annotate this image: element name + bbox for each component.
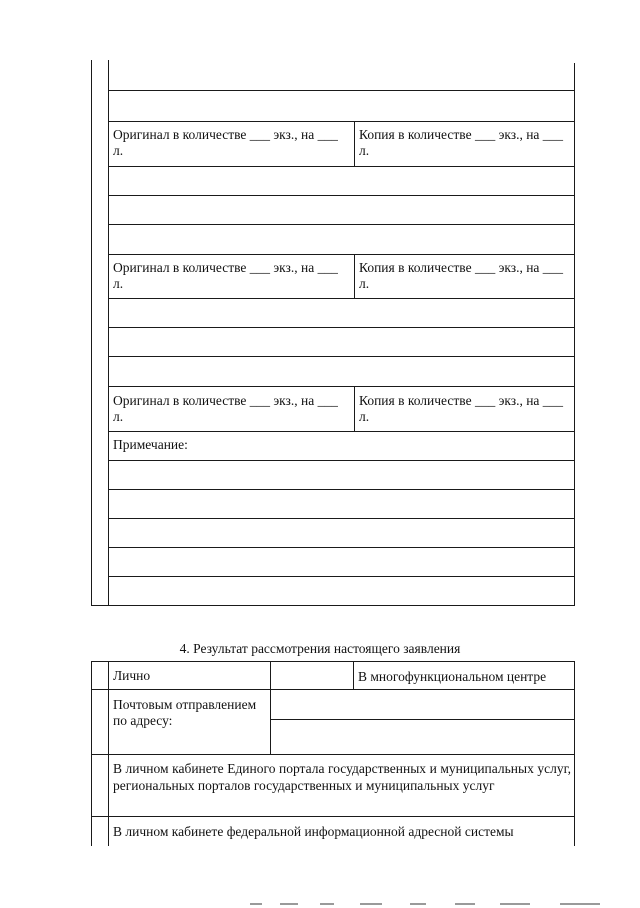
row-rule xyxy=(91,689,575,690)
cell-divider xyxy=(270,661,271,754)
original-count-cell: Оригинал в количестве ___ экз., на ___ л. xyxy=(113,127,338,158)
copy-count-cell: Копия в количестве ___ экз., на ___ л. xyxy=(359,260,564,291)
row-rule xyxy=(108,121,575,122)
row-rule xyxy=(108,195,575,196)
note-label: Примечание: xyxy=(113,437,188,452)
table-border-top xyxy=(91,661,575,662)
original-count-cell: Оригинал в количестве ___ экз., на ___ л. xyxy=(113,393,338,424)
row-rule xyxy=(108,254,575,255)
option-portal: В личном кабинете Единого портала государственных и муниципальных услуг, региональных порталов государственных и муниципальных услуг xyxy=(113,761,571,793)
row-rule xyxy=(108,547,575,548)
table-border-right xyxy=(574,63,575,605)
row-rule xyxy=(108,518,575,519)
table-border-left-inner xyxy=(108,60,109,605)
row-rule xyxy=(108,431,575,432)
cell-divider xyxy=(353,661,354,689)
option-mfc: В многофункциональном центре xyxy=(358,669,547,684)
row-rule xyxy=(108,356,575,357)
row-rule xyxy=(108,298,575,299)
option-personally: Лично xyxy=(113,668,151,683)
row-rule xyxy=(108,327,575,328)
cell-divider xyxy=(354,254,355,298)
copy-count-cell: Копия в количестве ___ экз., на ___ л. xyxy=(359,393,564,424)
row-rule xyxy=(108,489,575,490)
row-rule xyxy=(108,460,575,461)
scan-artifact-strip xyxy=(0,900,640,908)
cell-divider xyxy=(354,386,355,431)
section-4-title: 4. Результат рассмотрения настоящего заявления xyxy=(179,641,461,656)
row-rule xyxy=(91,816,575,817)
table-border-bottom xyxy=(91,605,575,606)
original-count-cell: Оригинал в количестве ___ экз., на ___ л. xyxy=(113,260,338,291)
copy-count-cell: Копия в количестве ___ экз., на ___ л. xyxy=(359,127,564,158)
row-rule xyxy=(91,754,575,755)
option-fias: В личном кабинете федеральной информационной адресной системы xyxy=(113,824,514,839)
row-rule xyxy=(108,386,575,387)
table-border-left-outer xyxy=(91,60,92,605)
cell-divider xyxy=(354,121,355,166)
row-rule xyxy=(108,90,575,91)
row-rule xyxy=(270,719,575,720)
row-rule xyxy=(108,166,575,167)
row-rule xyxy=(108,576,575,577)
option-mail: Почтовым отправлением по адресу: xyxy=(113,697,257,728)
row-rule xyxy=(108,224,575,225)
